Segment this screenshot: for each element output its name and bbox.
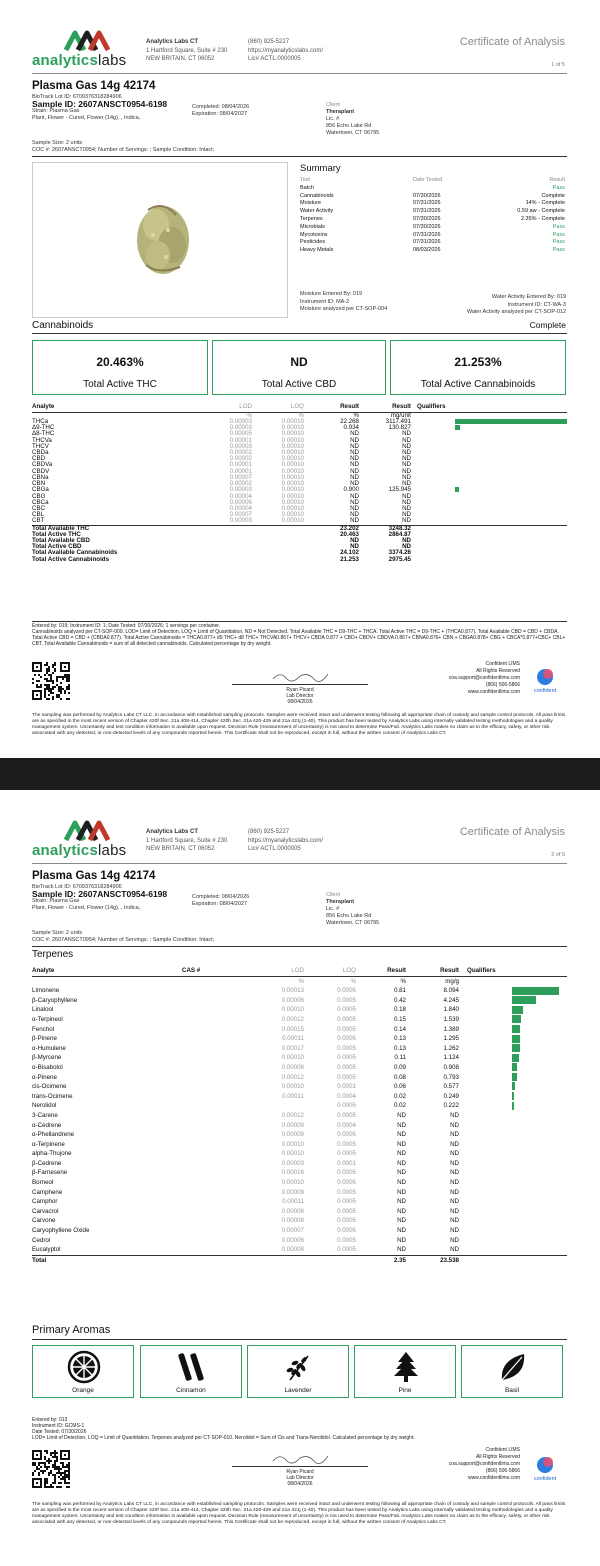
summary-row: Batch Pass [300,184,565,191]
result-bar [512,1092,514,1100]
result-bar [512,987,559,995]
result-bar [512,1025,520,1033]
summary-title: Summary [300,163,341,174]
moisture-info: Moisture Entered By: 019 Instrument ID: MA-2 Moisture analyzed per CT-SOP-004 [300,291,388,312]
terpene-row: Carvone 0.00008 0.0005 ND ND [32,1217,459,1225]
sample-id: Sample ID: 2607ANSCT0954-6198 [32,889,168,899]
result-bar [512,1054,519,1062]
terpene-row: trans-Ocimene 0.00011 0.0004 0.02 0.249 [32,1092,567,1102]
terpene-row: α-Bisabolol 0.00008 0.0005 0.09 0.908 [32,1063,567,1073]
cannabinoids-status: Complete [529,320,566,330]
terpene-row: β-Pinene 0.00011 0.0005 0.13 1.295 [32,1034,567,1044]
summary-table [300,177,567,255]
primary-aromas-title: Primary Aromas [32,1324,111,1336]
result-bar [512,1015,521,1023]
aroma-card-orange [32,1345,134,1398]
lab-name: Analytics Labs CT [146,39,199,45]
meta-divider [32,946,567,947]
cannabinoids-table [32,403,567,563]
coc-info: COC #: 2607ANSCT0954; Number of Servings: ; Sample Condition: Intact; [32,147,215,153]
biotrack-id: BioTrack Lot ID: 6709376318284906 [32,94,122,100]
page-number: 1 of 5 [551,62,565,68]
terpene-row: α-Humulene 0.00017 0.0005 0.13 1.262 [32,1044,567,1054]
result-bar [512,996,536,1004]
basil-leaf-icon [496,1350,530,1384]
terpene-row: alpha-Thujone 0.00010 0.0005 ND ND [32,1150,459,1158]
cannabinoid-row: CBT 0.00003 0.00010 ND ND [32,517,411,525]
coa-page-1 [0,0,600,758]
product-type: Plant, Flower - Cured, Flower (14g), , Indica, [32,115,141,121]
terpene-row: β-Cedrene 0.00003 0.0001 ND ND [32,1159,459,1167]
sample-size-info: Sample Size: 2 units COC #: 2607ANSCT0954; Number of Servings: ; Sample Condition: Intact; [32,930,215,943]
cannabinoids-header-row: Analyte LOD LOQ Result Result Qualifiers [32,403,567,412]
result-bar [512,1073,517,1081]
signature-icon [270,670,330,682]
cannabinoid-row: CBG 0.00004 0.00010 ND ND [32,492,411,500]
cannabinoid-total-row: Total Active CBD ND ND [32,543,411,551]
analytics-labs-logo [32,820,142,860]
terpene-row: Cedrol 0.00006 0.0005 ND ND [32,1236,459,1244]
cannabinoid-row: THCV 0.00003 0.00010 ND ND [32,442,411,450]
terpene-row: Carvacrol 0.00008 0.0005 ND ND [32,1207,459,1215]
sample-dates [192,104,249,118]
client-name: Theraplant [326,109,355,115]
summary-row: Heavy Metals 08/03/2026 Pass [300,247,565,254]
result-bar [512,1006,523,1014]
orange-slice-icon [67,1350,101,1384]
aroma-label: Orange [72,1387,94,1394]
disclaimer: The sampling was performed by Analytics Labs CT LLC, in accordance with established sampling protocols. Samples were received intact and underwent testing following all appropriate chain of custody and sample control protocols. All pass limits are as specified in the most recent version of Chapter 420f Sec. 21a 408-414, Chapter 420h Sec. 21a 420-429 and 21a 421j (1-40). This product has been tested by Analytics Labs using internally validated testing methodologies and a quality management system. Uncertainty and test condition information is available upon request. Decision Rule (measurement of uncertainty) is not used to determine Pass/Fail. Analytics Labs makes no claim as to the efficacy, safety, or other risk associated with any detected, or non-detected levels of any compounds reported herein. This Certificate shall not be reproduced, except in full, without the written consent of Analytics Labs CT. [32,713,566,736]
summary-row: Mycotoxins 07/31/2026 Pass [300,231,565,238]
cannabinoid-row: CBC 0.00004 0.00010 ND ND [32,504,411,512]
client-address2: Watertown, CT 06795 [326,130,380,136]
result-bar [512,1102,514,1110]
cannabinoid-row: CBL 0.00007 0.00010 ND ND [32,511,411,519]
aroma-label: Cinnamon [176,1387,206,1394]
product-title: Plasma Gas 14g 42174 [32,80,156,92]
doc-title: Certificate of Analysis [459,826,565,838]
terpene-row: β-Myrcene 0.00010 0.0005 0.11 1.124 [32,1053,567,1063]
logo-mark-icon [64,820,110,842]
client-info [326,102,379,137]
summary-row: Pesticides 07/31/2026 Pass [300,239,565,246]
terpene-row: Borneol 0.00010 0.0005 ND ND [32,1179,459,1187]
analytics-labs-logo [32,30,142,70]
page-separator [0,758,600,790]
aroma-label: Lavender [284,1387,312,1394]
result-bar [455,419,567,424]
terpene-row: Camphor 0.00011 0.0005 ND ND [32,1198,459,1206]
water-activity-info: Water Activity Entered By: 019 Instrument ID: CT-WA-3 Water Activity analyzed per CT-SOP-012 [466,294,566,315]
sample-id: Sample ID: 2607ANSCT0954-6198 [32,99,168,109]
terpene-row: β-Farnesene 0.00016 0.0005 ND ND [32,1169,459,1177]
terpene-row: α-Cedrene 0.00009 0.0004 ND ND [32,1121,459,1129]
terpene-row: Limonene 0.00013 0.0005 0.81 8.094 [32,986,567,996]
meta-divider [32,156,567,157]
confident-logo: confident [525,1456,565,1482]
terpenes-units-row: % % % mg/g [298,977,459,985]
sample-meta [32,94,167,122]
lavender-icon [282,1350,316,1384]
cannabinoid-row: CBCa 0.00006 0.00010 ND ND [32,498,411,506]
cannabis-bud-image [128,195,198,280]
sample-meta: BioTrack Lot ID: 6709376318284906 Sample ID: 2607ANSCT0954-6198 Strain: Plasma Gas Plant, Flower - Cured, Flower (14g), , Indica, [32,884,168,911]
cinnamon-icon [175,1350,209,1384]
qr-code-icon[interactable] [32,1450,70,1488]
lims-info: Confident LIMS All Rights Reserved coa.support@confidentlims.com (866) 506-5866 www.confidentlims.com [448,661,520,695]
client-lic: Lic. # [326,116,340,122]
sample-dates: Completed: 08/04/2026 Expiration: 08/04/2027 [192,894,250,907]
lab-address2: NEW BRITAIN, CT 06052 [146,56,215,62]
result-bar [512,1044,520,1052]
cannabinoid-row: CBN 0.00002 0.00010 ND ND [32,480,411,488]
terpene-row: Nerolidol 0.0005 0.02 0.222 [32,1101,567,1111]
terpene-row: 3-Carene 0.00012 0.0005 ND ND [32,1111,459,1119]
result-bar [512,1063,517,1071]
cannabinoids-title: Cannabinoids [32,320,94,331]
aromas-divider [32,1339,567,1340]
lab-info [146,38,227,64]
cannabinoids-divider [32,333,567,334]
cannabinoid-row: Δ9-THC 0.00003 0.00010 0.934 130.827 [32,425,567,431]
disclaimer: The sampling was performed by Analytics Labs CT LLC, in accordance with established sampling protocols. Samples were received intact and underwent testing following all appropriate chain of custody and sample control protocols. All pass limits are as specified in the most recent version of Chapter 420f Sec. 21a 408-414, Chapter 420h Sec. 21a 420-429 and 21a 421j (1-40). This product has been tested by Analytics Labs using internally validated testing methodologies and a quality management system. Uncertainty and test condition information is available upon request. Decision Rule (measurement of uncertainty) is not used to determine Pass/Fail. Analytics Labs makes no claim as to the efficacy, safety, or other risk associated with any detected, or non-detected levels of any compounds reported herein. This Certificate shall not be reproduced, except in full, without the written consent of Analytics Labs CT. [32,1502,566,1525]
terpene-row: Linalool 0.00010 0.0005 0.18 1.840 [32,1005,567,1015]
coa-page-2 [0,790,600,1566]
cannabinoid-total-row: Total Active THC 20.463 2864.87 [32,530,411,538]
summary-header: Test Date Tested Result [300,177,565,183]
client-label: Client [326,102,341,108]
cannabinoids-notes: Entered by: 019; Instrument ID: 1; Date Tested: 07/30/2026; 1 servings per container. Cannabinoids analyzed per CT-SOP-009. LOD= Limit of Detection, LOQ = Limit of Quantitation, ND = Not Detected. Total Available THC = D9-THC + THCA. Total Active THC = D9-THC + (THCA0.877). Total Available CBD = CBD + CBDA. Total Active CBD = CBD + (CBDA0.877). Total Active Cannabinoids = THCA0.877+ d9 THC+ d8 THC+ THCVA0.867+ THCV+ CBDA 0.877 + CBD+ CBDV+ CBDVA 0.867+ CBNA0.876+ CBN + CBGA0.878+ CBG + CBCA*0.877+CBC+ CBL+ CBT. Total Available Cannabinoids = sum of all detected cannabinoids. Calculated percentage by dry weight. [32,623,566,647]
product-title: Plasma Gas 14g 42174 [32,870,156,882]
cannabinoid-total-row: Total Active Cannabinoids 21.253 2975.45 [32,555,411,563]
lab-contact: (860) 925-5227 https://myanalyticslabs.com/ Lic# ACTL.0000005 [248,829,324,852]
aroma-label: Pine [398,1387,412,1394]
terpene-row: Eucalyptol 0.00008 0.0005 ND ND [32,1246,459,1254]
summary-row: Terpenes 07/30/2026 2.35% - Complete [300,215,565,222]
header-divider [32,73,567,74]
terpene-row: α-Phellandrene 0.00009 0.0005 ND ND [32,1131,459,1139]
terpene-row: Fenchol 0.00015 0.0005 0.14 1.389 [32,1025,567,1035]
summary-row: Microbials 07/30/2026 Pass [300,223,565,230]
cannabinoid-row: THCVa 0.00001 0.00010 ND ND [32,436,411,444]
lab-contact [248,38,323,64]
cannabinoid-row: CBDV 0.00001 0.00010 ND ND [32,467,411,475]
terpene-row: Caryophyllene Oxide 0.00007 0.0005 ND ND [32,1227,459,1235]
terpenes-title: Terpenes [32,949,74,960]
aroma-card-cinnamon [140,1345,242,1398]
cannabinoids-units-row: % % % mg/unit [246,411,411,419]
summary-row: Water Activity 07/31/2026 0.59 aw - Complete [300,208,565,215]
strain: Strain: Plasma Gas [32,108,80,114]
cannabinoids-table-end [32,621,567,622]
lims-info: Confident LIMS All Rights Reserved coa.support@confidentlims.com (866) 506-5866 www.confidentlims.com [448,1447,520,1481]
pine-tree-icon [389,1350,423,1384]
terpenes-notes: Entered by: 013 Instrument ID: GCMS-1 Date Tested: 07/30/2026 LOD= Limit of Detection, LOQ = Limit of Quantitation. Terpenes analyzed per CT-SOP-010. Nerolidol = Sum of Cis and Trans-Nerolidol. Calculated percentage by dry weight. [32,1417,415,1441]
doc-title: Certificate of Analysis [459,36,565,48]
signature-block: Ryan Picard Lab Director 08/04/2026 [232,1452,368,1487]
lab-license: Lic# ACTL.0000005 [248,56,301,62]
terpene-row: β-Caryophyllene 0.00006 0.0005 0.42 4.245 [32,996,567,1006]
cannabinoid-total-row: Total Available Cannabinoids 24.102 3374.26 [32,549,411,557]
aroma-card-lavender [247,1345,349,1398]
confident-logo-icon [536,1456,554,1474]
terpene-row: α-Pinene 0.00012 0.0005 0.08 0.793 [32,1073,567,1083]
aroma-card-pine [354,1345,456,1398]
total-thc-box: 20.463% Total Active THC [32,340,208,395]
cannabinoid-row: Δ8-THC 0.00005 0.00010 ND ND [32,430,411,438]
qr-code-icon[interactable] [32,662,70,700]
aroma-card-basil [461,1345,563,1398]
confident-logo-icon [536,668,554,686]
logo-wordmark: analyticslabs [32,52,127,69]
confident-logo: confident [525,668,565,694]
summary-row: Moisture 07/31/2026 14% - Complete [300,200,565,207]
terpene-row: Camphene 0.00009 0.0005 ND ND [32,1188,459,1196]
terpene-row: α-Terpinene 0.00010 0.0005 ND ND [32,1140,459,1148]
lab-address1: 1 Hartford Square, Suite # 230 [146,47,228,54]
cannabinoid-row: CBDVa 0.00001 0.00010 ND ND [32,461,411,469]
sample-photo [32,162,288,318]
cannabinoid-total-row: Total Available THC 23.202 3248.32 [32,525,567,532]
cannabinoid-row: THCa 0.00003 0.00010 22.268 3117.491 [32,419,567,425]
expiration-date: Expiration: 08/04/2027 [192,111,248,117]
result-bar [455,487,459,492]
total-cannabinoids-box: 21.253% Total Active Cannabinoids [390,340,566,395]
lab-info: Analytics Labs CT 1 Hartford Square, Suite # 230 NEW BRITAIN, CT 06052 [146,829,228,852]
result-bar [455,425,460,430]
summary-row: Cannabinoids 07/30/2026 Complete [300,192,565,199]
terpenes-total-row: Total 2.35 23.538 [32,1255,567,1265]
lab-phone: (860) 925-5227 [248,39,290,45]
cannabinoid-row: CBNa 0.00007 0.00010 ND ND [32,473,411,481]
logo-wordmark: analyticslabs [32,842,127,859]
cannabinoid-row: CBD 0.00002 0.00010 ND ND [32,455,411,463]
result-bar [512,1082,515,1090]
cannabinoid-total-row: Total Available CBD ND ND [32,536,411,544]
aroma-label: Basil [504,1387,520,1394]
page-number: 2 of 5 [551,852,565,858]
total-cbd-box: ND Total Active CBD [212,340,386,395]
header-divider [32,863,567,864]
terpenes-table [32,966,567,1265]
client-info: Client Theraplant Lic. # 856 Echo Lake Rd Watertown, CT 06795 [326,892,380,926]
signature-block: Ryan Picard Lab Director 08/04/2026 [232,670,368,705]
completed-date: Completed: 08/04/2026 [192,104,250,110]
lab-website[interactable]: https://myanalyticslabs.com/ [248,837,324,844]
result-bar [512,1035,520,1043]
terpene-row: cis-Ocimene 0.00010 0.0001 0.06 0.577 [32,1082,567,1092]
cannabinoid-row: CBDa 0.00002 0.00010 ND ND [32,449,411,456]
sample-size-info [32,140,214,154]
terpene-row: α-Terpineol 0.00012 0.0005 0.15 1.539 [32,1015,567,1025]
terpenes-header-row: Analyte CAS # LOD LOQ Result Result Qualifiers [32,966,567,976]
signature-icon [270,1452,330,1464]
lab-website[interactable]: https://myanalyticslabs.com/ [248,47,324,54]
client-address1: 856 Echo Lake Rd [326,123,372,129]
logo-mark-icon [64,30,110,52]
cannabinoid-row: CBGa 0.00003 0.00010 0.900 125.945 [32,487,567,493]
sample-size: Sample Size: 2 units [32,140,83,146]
